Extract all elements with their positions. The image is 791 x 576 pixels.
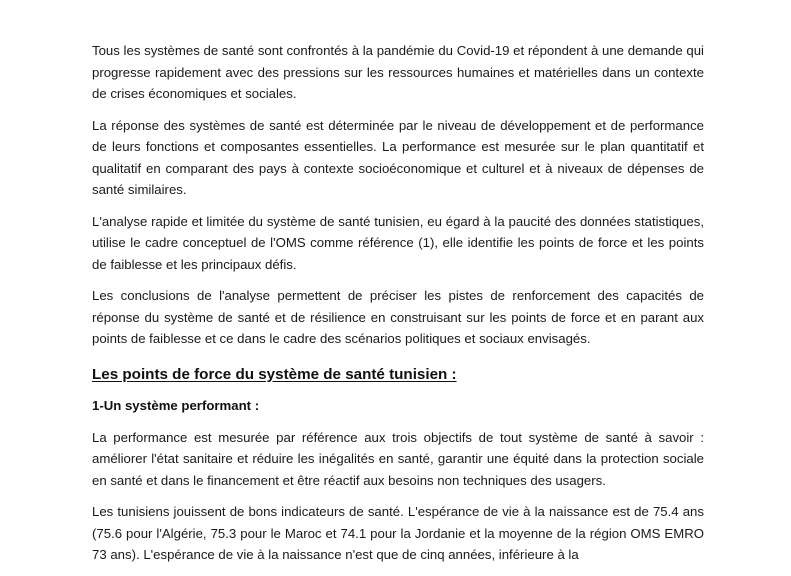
intro-paragraph-4: Les conclusions de l'analyse permettent de préciser les pistes de renforcement des capacités de réponse du système de santé et de résilience en construisant sur les points de force et en parant aux points de faiblesse et ce dans le cadre des scénarios politiques et sociaux envisagés. bbox=[92, 288, 704, 346]
document-body bbox=[92, 40, 704, 576]
section-heading: Les points de force du système de santé tunisien : bbox=[92, 365, 457, 383]
intro-paragraph-3: L'analyse rapide et limitée du système de santé tunisien, eu égard à la paucité des données statistiques, utilise le cadre conceptuel de l'OMS comme référence (1), elle identifie les points de force et les points de faiblesse et les principaux défis. bbox=[92, 213, 704, 272]
intro-paragraph-1: Tous les systèmes de santé sont confrontés à la pandémie du Covid-19 et répondent à une demande qui progresse rapidement avec des pressions sur les ressources humaines et matérielles dans un contexte de crises économiques et sociales. bbox=[92, 43, 704, 101]
section-paragraph-1: La performance est mesurée par référence aux trois objectifs de tout système de santé à savoir : améliorer l'état sanitaire et réduire les inégalités en santé, garantir une équité dans la protection sociale en santé et dans le financement et être réactif aux besoins non techniques des usagers. bbox=[92, 429, 704, 488]
intro-paragraph-2: La réponse des systèmes de santé est déterminée par le niveau de développement et de performance de leurs fonctions et composantes essentielles. La performance est mesurée sur le plan quantitatif et qualitatif en comparant des pays à contexte socioéconomique et culturel et à niveaux de dépenses de santé similaires. bbox=[92, 117, 704, 197]
section-paragraph-2: Les tunisiens jouissent de bons indicateurs de santé. L'espérance de vie à la naissance est de 75.4 ans (75.6 pour l'Algérie, 75.3 pour le Maroc et 74.1 pour la Jordanie et la moyenne de la région OMS EMRO 73 ans). L'espérance de vie à la naissance n'est que de cinq années, inférieure à la bbox=[92, 504, 704, 562]
subsection-heading: 1-Un système performant : bbox=[92, 398, 260, 413]
